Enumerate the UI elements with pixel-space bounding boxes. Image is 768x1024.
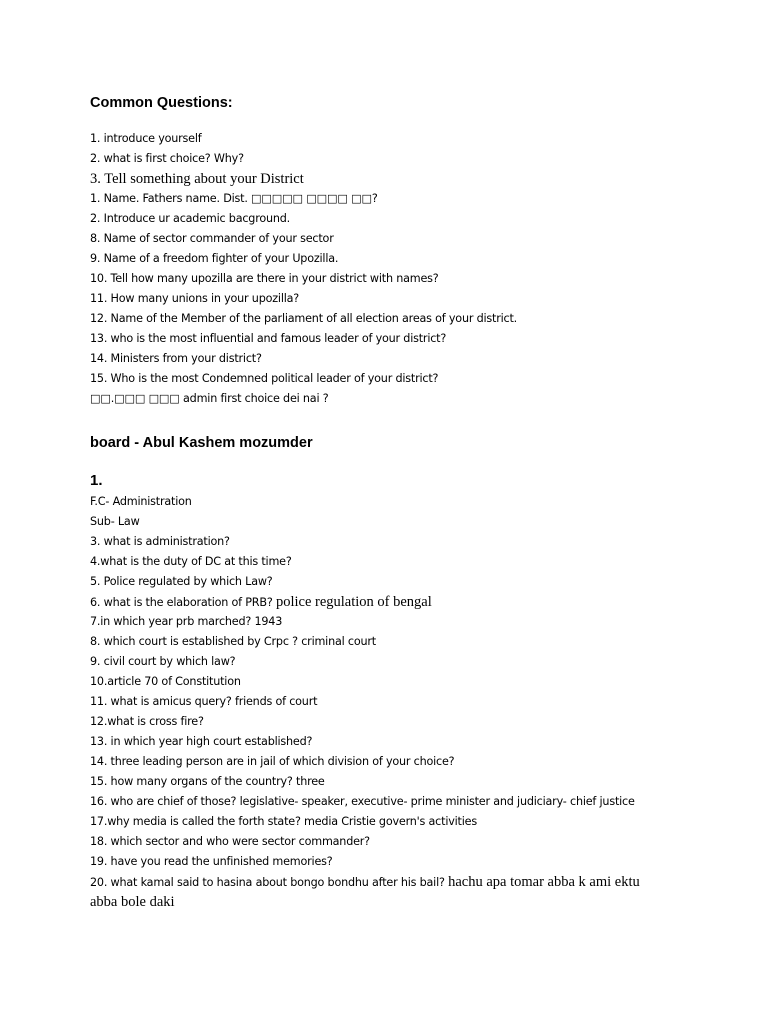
list-item: 1. Name. Fathers name. Dist. □□□□□ □□□□ □□? [90,192,378,205]
list-item: 4.what is the duty of DC at this time? [90,555,292,568]
list-item: 15. how many organs of the country? three [90,775,325,788]
list-item: 10.article 70 of Constitution [90,675,241,688]
common-questions-list [90,129,517,409]
list-item-question: 20. what kamal said to hasina about bongo bondhu after his bail? [90,876,445,889]
list-item: 5. Police regulated by which Law? [90,575,273,588]
board-question-number: 1. [90,472,103,489]
list-item: 10. Tell how many upozilla are there in your district with names? [90,272,439,285]
list-item: 14. three leading person are in jail of which division of your choice? [90,755,455,768]
list-item: 14. Ministers from your district? [90,352,262,365]
list-item: 15. Who is the most Condemned political leader of your district? [90,372,439,385]
list-item: 2. what is first choice? Why? [90,152,244,165]
list-item-answer: hachu apa tomar abba k ami ektu [448,874,640,890]
list-item-question: 6. what is the elaboration of PRB? [90,596,273,609]
list-item-answer: police regulation of bengal [275,594,432,610]
list-item: 11. How many unions in your upozilla? [90,292,300,305]
list-item: 8. Name of sector commander of your sector [90,232,334,245]
list-item [90,592,640,612]
board-questions-list [90,492,640,912]
list-item: 2. Introduce ur academic bacground. [90,212,291,225]
list-item-continuation: abba bole daki [90,894,175,910]
list-item: 9. civil court by which law? [90,655,236,668]
list-item: □□.□□□ □□□ admin first choice dei nai ? [90,392,329,405]
list-item: 17.why media is called the forth state? media Cristie govern's activities [90,815,477,828]
list-item [90,872,640,892]
list-item: 3. what is administration? [90,535,230,548]
list-item: 13. who is the most influential and famous leader of your district? [90,332,447,345]
list-item: Sub- Law [90,515,140,528]
list-item: 8. which court is established by Crpc ? criminal court [90,635,376,648]
list-item: 3. Tell something about your District [90,171,304,187]
list-item: 12.what is cross fire? [90,715,204,728]
common-questions-heading: Common Questions: [90,95,233,111]
list-item: 18. which sector and who were sector commander? [90,835,370,848]
list-item: 11. what is amicus query? friends of court [90,695,318,708]
list-item: 12. Name of the Member of the parliament of all election areas of your district. [90,312,518,325]
list-item: 13. in which year high court established? [90,735,313,748]
list-item: 7.in which year prb marched? 1943 [90,615,283,628]
list-item: 19. have you read the unfinished memories? [90,855,333,868]
list-item: F.C- Administration [90,495,192,508]
list-item: 16. who are chief of those? legislative- speaker, executive- prime minister and judiciary- chief justice [90,795,635,808]
board-heading: board - Abul Kashem mozumder [90,435,313,451]
list-item: 9. Name of a freedom fighter of your Upozilla. [90,252,339,265]
list-item: 1. introduce yourself [90,132,202,145]
